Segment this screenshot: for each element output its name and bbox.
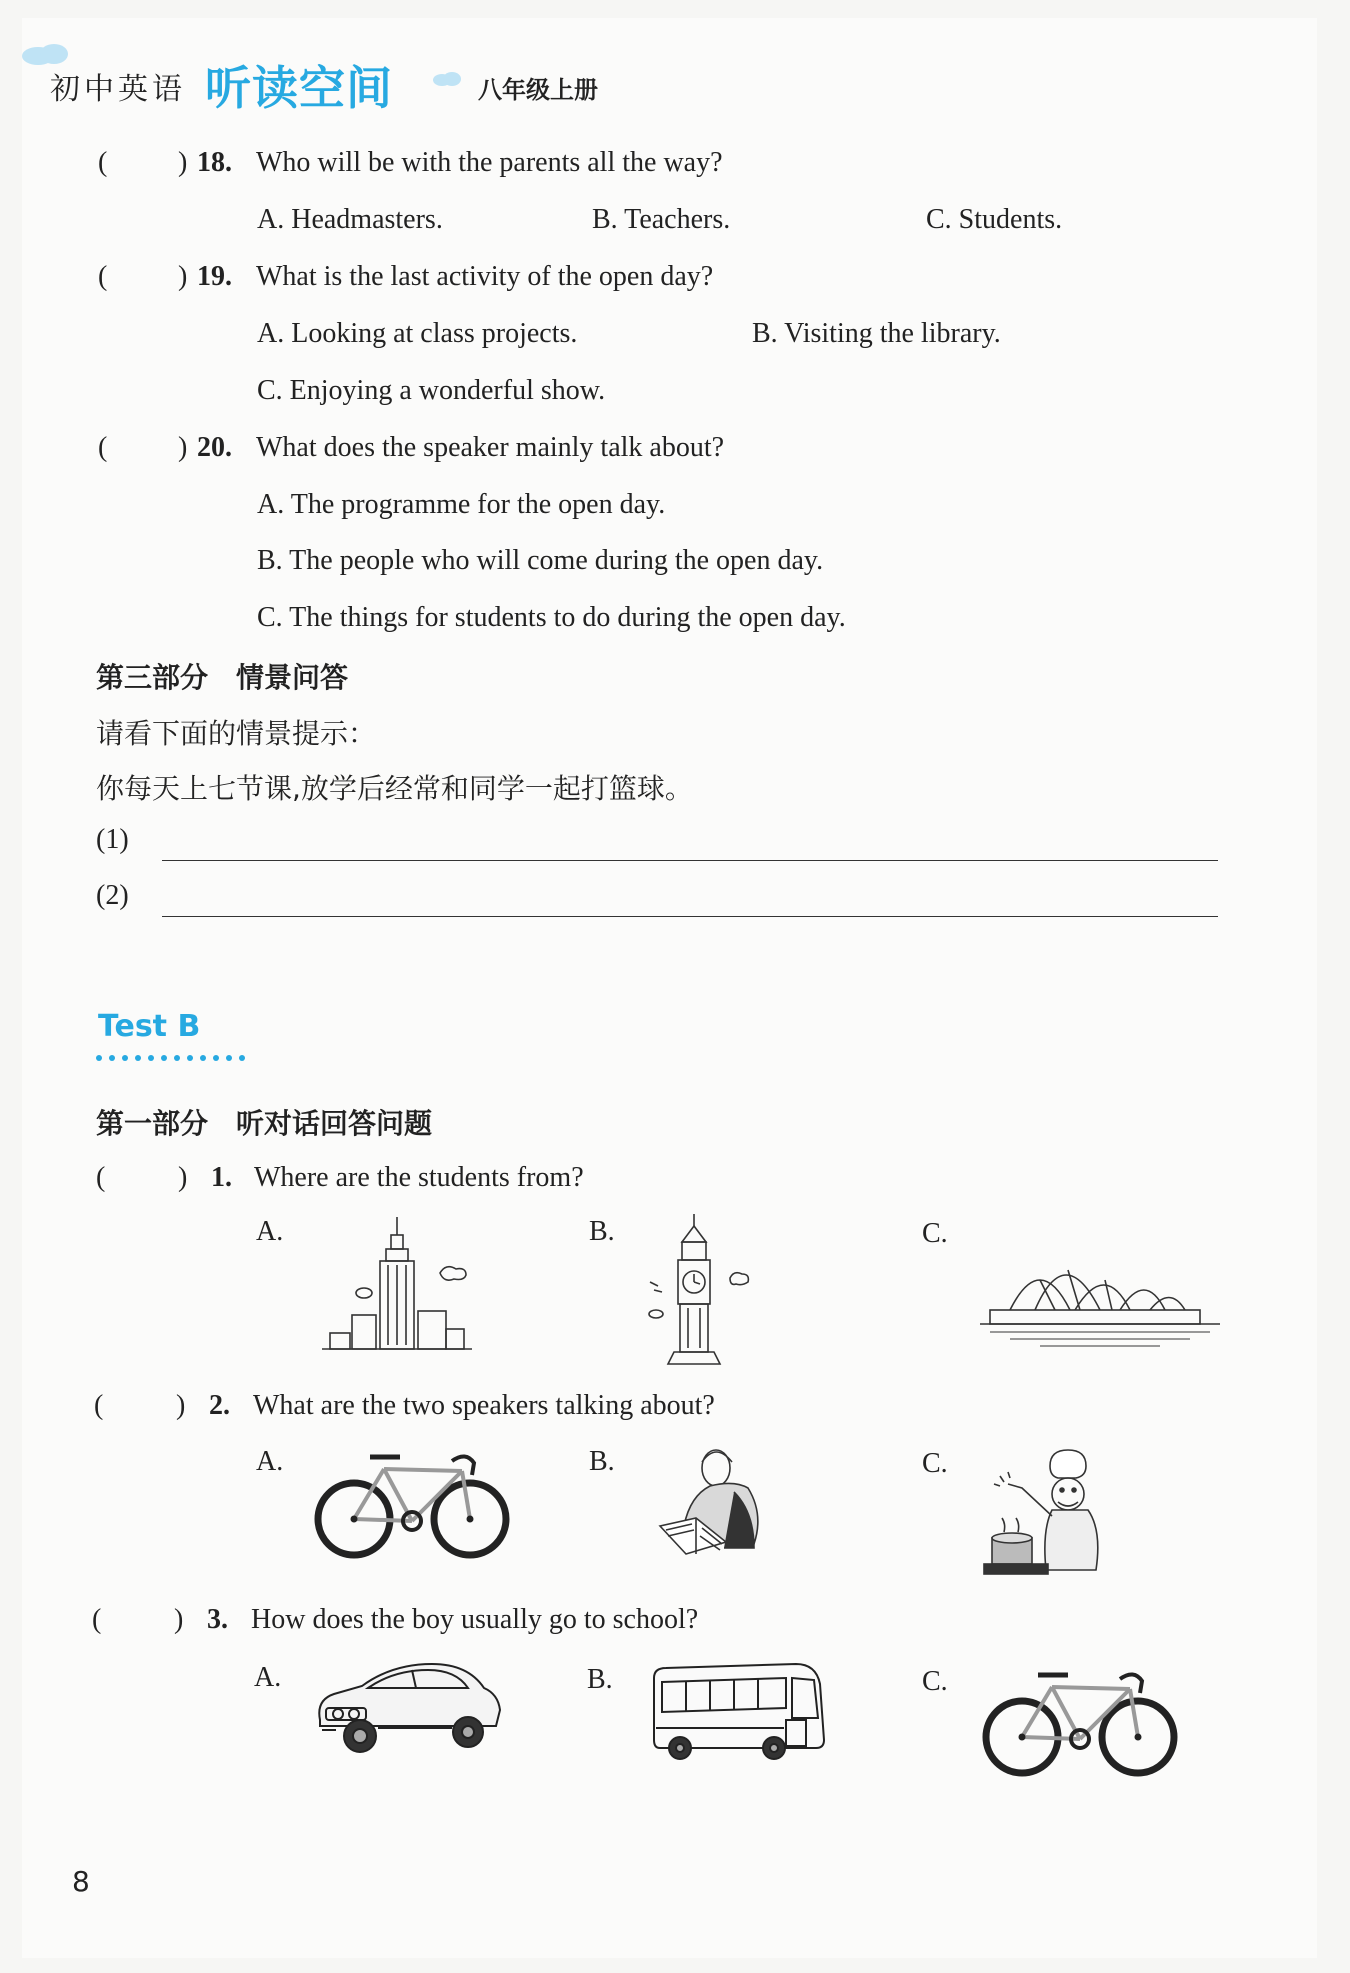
question-text: What does the speaker mainly talk about? — [256, 432, 725, 463]
option-a-label[interactable]: A. — [256, 1446, 284, 1477]
bicycle-icon[interactable] — [312, 1447, 512, 1565]
option-a-label[interactable]: A. — [254, 1662, 282, 1693]
option-a[interactable]: A. The programme for the open day. — [257, 489, 666, 520]
option-a[interactable]: A. Headmasters. — [257, 204, 443, 235]
header-brand: 听读空间 — [205, 61, 393, 115]
header-series: 初中英语 — [50, 72, 186, 107]
bicycle-icon[interactable] — [980, 1665, 1180, 1783]
option-b-label[interactable]: B. — [587, 1664, 613, 1695]
instruction: 请看下面的情景提示： — [96, 717, 377, 750]
cloud-icon — [432, 70, 464, 90]
answer-paren-open[interactable]: ( — [92, 1604, 102, 1635]
question-text: What is the last activity of the open day? — [256, 261, 714, 292]
option-b[interactable]: B. Visiting the library. — [752, 318, 1001, 349]
answer-paren-close: ) — [178, 261, 188, 292]
option-a[interactable]: A. Looking at class projects. — [257, 318, 578, 349]
question-text: What are the two speakers talking about? — [253, 1390, 715, 1421]
option-a-label[interactable]: A. — [256, 1216, 284, 1247]
page-number: 8 — [72, 1865, 90, 1898]
answer-paren-close: ) — [178, 1162, 188, 1193]
answer-paren-open[interactable]: ( — [94, 1390, 104, 1421]
sydney-opera-house-icon[interactable] — [980, 1240, 1220, 1350]
option-c[interactable]: C. Students. — [926, 204, 1063, 235]
option-b[interactable]: B. Teachers. — [592, 204, 731, 235]
answer-line-1[interactable] — [162, 860, 1218, 861]
cooking-chef-icon[interactable] — [978, 1446, 1128, 1586]
question-text: How does the boy usually go to school? — [251, 1604, 699, 1635]
option-b-label[interactable]: B. — [589, 1216, 615, 1247]
option-b[interactable]: B. The people who will come during the open day. — [257, 545, 824, 576]
answer-paren-open[interactable]: ( — [98, 147, 108, 178]
option-c[interactable]: C. The things for students to do during the open day. — [257, 602, 846, 633]
reading-person-icon[interactable] — [650, 1444, 785, 1569]
option-c-label[interactable]: C. — [922, 1448, 948, 1479]
answer-paren-close: ) — [178, 147, 188, 178]
section-title: 第三部分 情景问答 — [96, 661, 349, 694]
option-c[interactable]: C. Enjoying a wonderful show. — [257, 375, 606, 406]
option-c-label[interactable]: C. — [922, 1666, 948, 1697]
answer-paren-close: ) — [178, 432, 188, 463]
answer-line-2[interactable] — [162, 916, 1218, 917]
question-number: 20. — [197, 432, 232, 463]
car-icon[interactable] — [312, 1660, 504, 1758]
question-text: Who will be with the parents all the way? — [256, 147, 723, 178]
question-number: 2. — [209, 1390, 230, 1421]
empire-state-building-icon[interactable] — [322, 1215, 472, 1360]
test-b-title: Test B — [98, 1009, 201, 1044]
option-b-label[interactable]: B. — [589, 1446, 615, 1477]
answer-paren-close: ) — [176, 1390, 186, 1421]
question-number: 19. — [197, 261, 232, 292]
question-text: Where are the students from? — [254, 1162, 584, 1193]
question-number: 3. — [207, 1604, 228, 1635]
big-ben-icon[interactable] — [644, 1212, 754, 1367]
option-c-label[interactable]: C. — [922, 1218, 948, 1249]
blank-label-1: (1) — [96, 824, 129, 855]
answer-paren-open[interactable]: ( — [98, 261, 108, 292]
answer-paren-close: ) — [174, 1604, 184, 1635]
question-number: 18. — [197, 147, 232, 178]
question-number: 1. — [211, 1162, 232, 1193]
answer-paren-open[interactable]: ( — [98, 432, 108, 463]
blank-label-2: (2) — [96, 880, 129, 911]
scenario: 你每天上七节课,放学后经常和同学一起打篮球。 — [96, 772, 693, 805]
header-grade: 八年级上册 — [478, 76, 598, 104]
bus-icon[interactable] — [648, 1662, 828, 1766]
section-title: 第一部分 听对话回答问题 — [96, 1107, 433, 1140]
answer-paren-open[interactable]: ( — [96, 1162, 106, 1193]
dotted-underline — [96, 1055, 245, 1061]
